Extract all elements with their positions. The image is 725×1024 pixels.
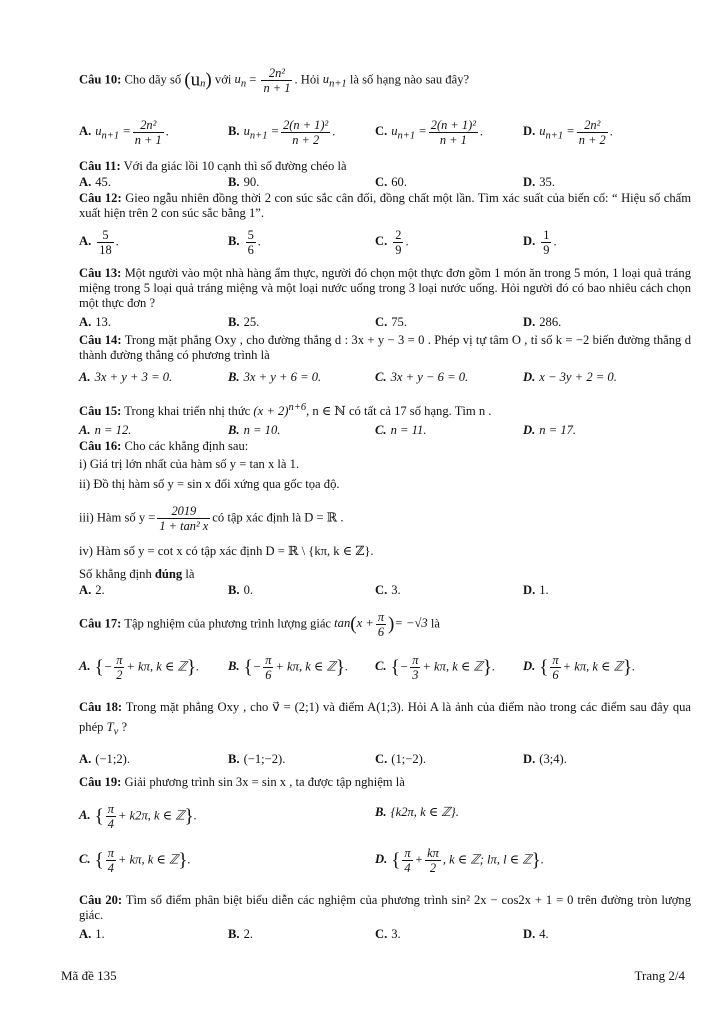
q18-answer-c: C. (1;−2). bbox=[375, 752, 426, 766]
q10-answer-d: D. $u_{n+1}$ = $\frac{\text{2n²}}{n + 2}$ . bbox=[523, 118, 613, 147]
question-12: Câu 12: Gieo ngẫu nhiên đồng thời 2 con súc sắc cân đối, đồng chất một lần. Tìm xác suất của biến cố: “ Hiệu số chấm xuất hiện trên 2 con súc sắc bằng 1”. bbox=[79, 191, 691, 220]
q10-answer-a: A. $u_{n+1}$ = $\frac{\text{2n²}}{n + 1}$ . bbox=[79, 118, 169, 147]
q10-fraction: $\frac{\text{2n²}}{n + 1}$ bbox=[263, 66, 291, 95]
q15-answer-a: A. n = 12. bbox=[79, 423, 132, 437]
q20-answer-a: A. 1. bbox=[79, 927, 105, 941]
question-10 bbox=[79, 66, 691, 95]
q16-answer-d: D. 1. bbox=[523, 583, 549, 597]
q14-answer-b: B. 3x + y + 6 = 0. bbox=[228, 370, 322, 384]
q11-answer-b: B. 90. bbox=[228, 175, 260, 189]
q10-un1: $u_{n+1}$ bbox=[322, 72, 347, 90]
q13-answer-a: A. 13. bbox=[79, 315, 111, 329]
q16-answer-a: A. 2. bbox=[79, 583, 105, 597]
q20-answer-c: C. 3. bbox=[375, 927, 401, 941]
q14-answer-d: D. x − 3y + 2 = 0. bbox=[523, 370, 617, 384]
q19-answer-b: B. {k2π, k ∈ ℤ}. bbox=[375, 805, 459, 819]
footer-exam-code: Mã đề 135 bbox=[61, 968, 117, 983]
q10-text-c: là số hạng nào sau đây? bbox=[349, 72, 470, 87]
q16-answer-b: B. 0. bbox=[228, 583, 254, 597]
q11-answer-d: D. 35. bbox=[523, 175, 555, 189]
question-15: Câu 15: Trong khai triển nhị thức $(x + 2)^{n+6}$, n ∈ ℕ có tất cả 17 số hạng. Tìm n . bbox=[79, 402, 492, 419]
q16-statement-iii: iii) Hàm số y = $\frac{2019}{\text{1 + tan² x}}$ có tập xác định là D = ℝ . bbox=[79, 504, 344, 533]
q17-answer-b: B. {− $\frac{\pi}{6}$ + kπ, k ∈ ℤ}. bbox=[228, 653, 349, 682]
question-14: Câu 14: Trong mặt phẳng Oxy , cho đường thẳng d : 3x + y − 3 = 0 . Phép vị tự tâm O , tỉ số k = −2 biến đường thẳng d thành đường thẳng có phương trình là bbox=[79, 333, 692, 362]
q14-answer-c: C. 3x + y − 6 = 0. bbox=[375, 370, 469, 384]
q20-answer-d: D. 4. bbox=[523, 927, 549, 941]
q16-statement-ii: ii) Đồ thị hàm số y = sin x đối xứng qua gốc tọa độ. bbox=[79, 477, 340, 491]
question-20: Câu 20: Tìm số điểm phân biệt biểu diễn các nghiệm của phương trình sin² 2x − cos2x + 1 = 0 trên đường tròn lượng giác. bbox=[79, 893, 691, 922]
q16-count-prompt: Số khẳng định đúng là bbox=[79, 567, 195, 581]
q17-answer-d: D. { $\frac{\pi}{6}$ + kπ, k ∈ ℤ}. bbox=[523, 653, 636, 682]
q16-statement-iv: iv) Hàm số y = cot x có tập xác định D = ℝ \ {kπ, k ∈ ℤ}. bbox=[79, 544, 374, 558]
q10-eq: = bbox=[249, 72, 257, 87]
question-11: Câu 11: Với đa giác lồi 10 cạnh thì số đường chéo là bbox=[79, 159, 347, 173]
q15-answer-b: B. n = 10. bbox=[228, 423, 281, 437]
q13-answer-c: C. 75. bbox=[375, 315, 407, 329]
q10-seq: $(u_n)$ bbox=[184, 70, 212, 91]
q19-answer-a: A. { $\frac{\pi}{4}$ + k2π, k ∈ ℤ}. bbox=[79, 802, 197, 831]
q12-answer-a: A. $\frac{5}{18}$ . bbox=[79, 228, 119, 257]
q18-answer-a: A. (−1;2). bbox=[79, 752, 130, 766]
q13-answer-d: D. 286. bbox=[523, 315, 562, 329]
q12-answer-d: D. $\frac{1}{9}$ . bbox=[523, 228, 557, 257]
q17-answer-a: A. {− $\frac{\pi}{2}$ + kπ, k ∈ ℤ}. bbox=[79, 653, 200, 682]
q10-text-b: . Hỏi bbox=[294, 72, 320, 87]
q15-answer-d: D. n = 17. bbox=[523, 423, 577, 437]
q16-answer-c: C. 3. bbox=[375, 583, 401, 597]
question-19: Câu 19: Giải phương trình sin 3x = sin x , ta được tập nghiệm là bbox=[79, 775, 405, 789]
q10-with: với bbox=[214, 72, 232, 87]
q14-answer-a: A. 3x + y + 3 = 0. bbox=[79, 370, 173, 384]
q13-answer-b: B. 25. bbox=[228, 315, 260, 329]
q10-text-a: Cho dãy số bbox=[124, 72, 182, 87]
q17-answer-c: C. {− $\frac{\pi}{3}$ + kπ, k ∈ ℤ}. bbox=[375, 653, 496, 682]
q15-answer-c: C. n = 11. bbox=[375, 423, 427, 437]
question-13: Câu 13: Một người vào một nhà hàng ẩm thực, người đó chọn một thực đơn gồm 1 món ăn trong 5 món, 1 loại quả tráng miệng trong 5 loại quả tráng miệng và một loại nước uống trong 3 loại nước uống. Hỏi người đó có bao nhiêu cách chọn một thực đơn ? bbox=[79, 266, 691, 310]
q11-answer-a: A. 45. bbox=[79, 175, 111, 189]
question-18: Câu 18: Trong mặt phẳng Oxy , cho v⃗ = (2;1) và điểm A(1;3). Hỏi A là ảnh của điểm nào trong các điểm sau đây qua phép $T_v$ ? bbox=[79, 700, 692, 738]
q10-answer-c: C. $u_{n+1}$ = $\frac{\text{2(n + 1)²}}{n + 1}$ . bbox=[375, 118, 484, 147]
q18-answer-d: D. (3;4). bbox=[523, 752, 567, 766]
q20-answer-b: B. 2. bbox=[228, 927, 254, 941]
q10-answer-b: B. $u_{n+1}$ = $\frac{\text{2(n + 1)²}}{n + 2}$ . bbox=[228, 118, 336, 147]
q11-answer-c: C. 60. bbox=[375, 175, 407, 189]
q12-answer-c: C. $\frac{2}{9}$ . bbox=[375, 228, 409, 257]
q19-answer-c: C. { $\frac{\pi}{4}$ + kπ, k ∈ ℤ}. bbox=[79, 846, 191, 875]
question-17: Câu 17: Tập nghiệm của phương trình lượng giác tan(x + $\frac{\pi}{6}$ )= −√3 là bbox=[79, 610, 440, 639]
q10-un: $u_n$ bbox=[234, 72, 247, 90]
q12-answer-b: B. $\frac{5}{6}$ . bbox=[228, 228, 261, 257]
question-16: Câu 16: Cho các khẳng định sau: bbox=[79, 439, 249, 453]
q16-statement-i: i) Giá trị lớn nhất của hàm số y = tan x là 1. bbox=[79, 457, 300, 471]
q10-label: Câu 10: bbox=[79, 72, 122, 87]
q18-answer-b: B. (−1;−2). bbox=[228, 752, 286, 766]
footer-page-number: Trang 2/4 bbox=[634, 968, 685, 983]
q19-answer-d: D. { $\frac{\pi}{4}$ + $\frac{k\pi}{2}$ , k ∈ ℤ; lπ, l ∈ ℤ}. bbox=[375, 846, 544, 875]
